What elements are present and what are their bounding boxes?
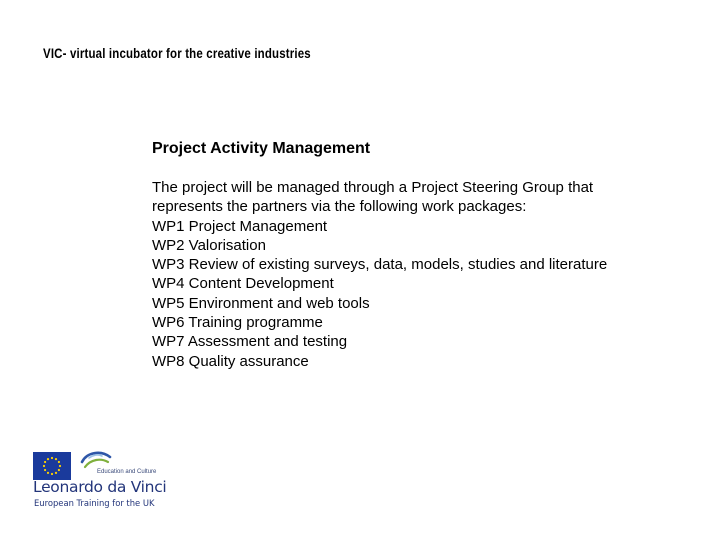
list-item: WP7 Assessment and testing [152,333,348,351]
education-culture-caption: Education and Culture [97,469,157,475]
list-item: WP6 Training programme [152,314,323,332]
intro-paragraph: The project will be managed through a Project Steering Group that represents the partners via the following work packages: [152,179,594,216]
list-item: WP8 Quality assurance [152,352,309,370]
list-item: WP2 Valorisation [152,236,266,254]
main-content [152,138,632,371]
page-title: Project Activity Management [152,140,371,157]
programme-tagline: European Training for the UK [34,498,155,508]
list-item: WP1 Project Management [152,217,328,235]
work-package-list [152,217,632,371]
list-item: WP5 Environment and web tools [152,294,370,312]
programme-name: Leonardo da Vinci [33,478,167,496]
list-item: WP4 Content Development [152,275,334,293]
leonardo-da-vinci-logo [33,448,173,510]
eu-flag-icon [33,452,71,480]
eu-stars-icon [34,453,70,479]
list-item: WP3 Review of existing surveys, data, models, studies and literature [152,256,608,274]
header-title: VIC- virtual incubator for the creative industries [43,45,311,61]
